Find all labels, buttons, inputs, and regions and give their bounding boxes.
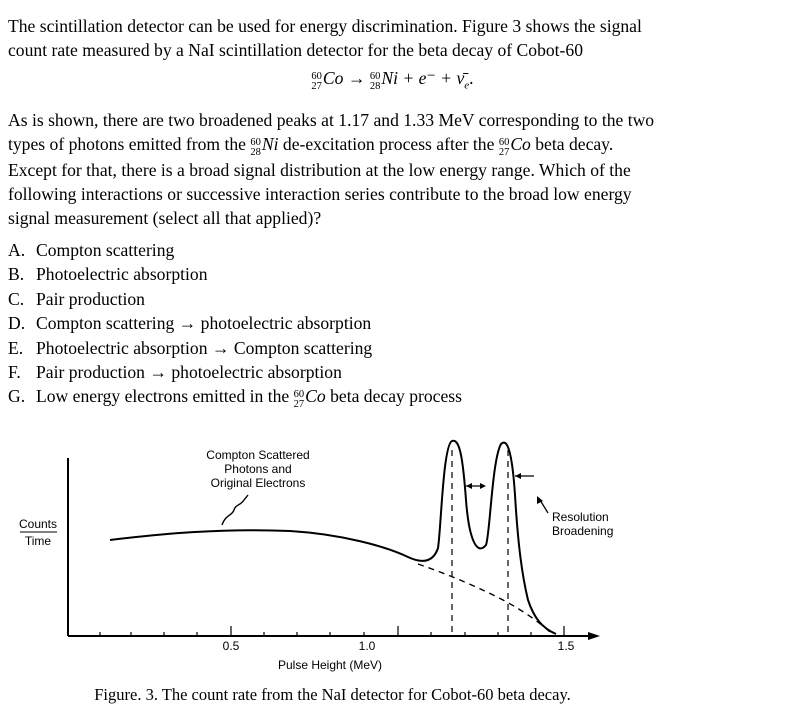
daughter-mass-number: 60 xyxy=(369,71,381,82)
option-g-nuclide: Co xyxy=(305,386,326,407)
question-line-2b: de-excitation process after the xyxy=(278,134,499,154)
parent-nuclide: Co xyxy=(322,68,344,88)
spectrum-curve xyxy=(110,441,556,634)
co-mass-number: 60 xyxy=(498,137,510,148)
option-text: Photoelectric absorption xyxy=(36,264,208,285)
parent-atomic-number: 27 xyxy=(311,81,322,92)
intro-line-1: The scintillation detector can be used for energy discrimination. Figure 3 shows the signal xyxy=(8,16,642,36)
decay-arrow: → xyxy=(347,68,366,88)
width-arrowhead-right xyxy=(480,483,486,489)
question-line-1: As is shown, there are two broadened peaks at 1.17 and 1.33 MeV corresponding to the two xyxy=(8,110,655,130)
option-text: Compton scattering xyxy=(36,240,175,260)
option-text: Pair production → photoelectric absorption xyxy=(36,362,342,383)
tick-label-1-5: 1.5 xyxy=(557,639,575,653)
compton-squiggle-pointer xyxy=(222,495,248,525)
spectrum-figure xyxy=(0,420,785,682)
question-paragraph xyxy=(8,108,778,230)
question-line-2a: types of photons emitted from the xyxy=(8,134,251,154)
resolution-label-line-2: Broadening xyxy=(552,524,614,538)
option-g-tail: beta decay process xyxy=(325,386,462,407)
neutrino-subscript: e xyxy=(464,79,470,92)
option-text: Pair production xyxy=(36,288,145,309)
ni-mass-number: 60 xyxy=(250,137,261,148)
x-axis-arrowhead xyxy=(588,632,600,640)
tick-label-1-0: 1.0 xyxy=(358,639,376,653)
decay-equation xyxy=(0,68,785,92)
option-text: Photoelectric absorption → Compton scattering xyxy=(36,337,373,358)
daughter-nuclide: Ni xyxy=(381,68,398,88)
x-axis-label: Pulse Height (MeV) xyxy=(277,658,383,672)
option-a[interactable] xyxy=(8,238,462,262)
compton-label-line-1: Compton Scattered xyxy=(206,448,310,462)
option-letter: G. xyxy=(8,386,26,407)
y-label-time: Time xyxy=(24,534,52,548)
option-letter: F. xyxy=(8,362,21,383)
option-d[interactable] xyxy=(8,311,462,335)
option-text: Low energy electrons emitted in the xyxy=(36,386,294,407)
decay-products: + e⁻ + ν̄ xyxy=(402,68,465,88)
width-arrowhead-right-peak xyxy=(515,473,521,479)
question-line-2c: beta decay. xyxy=(530,134,614,154)
compton-label-line-3: Original Electrons xyxy=(210,476,306,490)
option-e[interactable] xyxy=(8,336,462,360)
option-letter: E. xyxy=(8,337,24,358)
option-letter: C. xyxy=(8,288,25,309)
option-f[interactable] xyxy=(8,360,462,384)
intro-paragraph xyxy=(8,14,778,62)
answer-options xyxy=(8,238,462,410)
option-letter: A. xyxy=(8,240,26,260)
co-nuclide: Co xyxy=(510,134,531,154)
option-c[interactable] xyxy=(8,287,462,311)
intro-line-2: count rate measured by a NaI scintillation detector for the beta decay of Cobot-60 xyxy=(8,40,584,60)
option-g-atomic-number: 27 xyxy=(293,399,305,411)
resolution-label-line-1: Resolution xyxy=(552,510,609,524)
question-line-3: Except for that, there is a broad signal distribution at the low energy range. Which of the xyxy=(8,160,631,180)
ni-nuclide: Ni xyxy=(261,134,279,154)
option-letter: B. xyxy=(8,264,25,285)
equation-period: . xyxy=(469,68,474,88)
tick-label-0-5: 0.5 xyxy=(222,639,240,653)
option-g[interactable] xyxy=(8,384,462,410)
y-label-counts: Counts xyxy=(18,517,58,531)
co-atomic-number: 27 xyxy=(498,147,510,158)
resolution-pointer xyxy=(540,500,548,513)
option-b[interactable] xyxy=(8,262,462,286)
question-line-5: signal measurement (select all that applied)? xyxy=(8,208,322,228)
question-line-4: following interactions or successive interaction series contribute to the broad low energy xyxy=(8,184,632,204)
daughter-atomic-number: 28 xyxy=(369,81,381,92)
parent-mass-number: 60 xyxy=(311,71,322,82)
figure-caption: Figure. 3. The count rate from the NaI detector for Cobot-60 beta decay. xyxy=(94,685,571,704)
compton-label-line-2: Photons and xyxy=(224,462,292,476)
continuum-dashed-curve xyxy=(418,564,552,634)
ni-atomic-number: 28 xyxy=(250,147,261,158)
option-g-mass-number: 60 xyxy=(293,389,305,401)
option-letter: D. xyxy=(8,313,26,334)
option-text: Compton scattering → photoelectric absorption xyxy=(36,313,372,334)
x-axis-ticks xyxy=(100,626,564,636)
width-arrowhead-left xyxy=(466,483,472,489)
